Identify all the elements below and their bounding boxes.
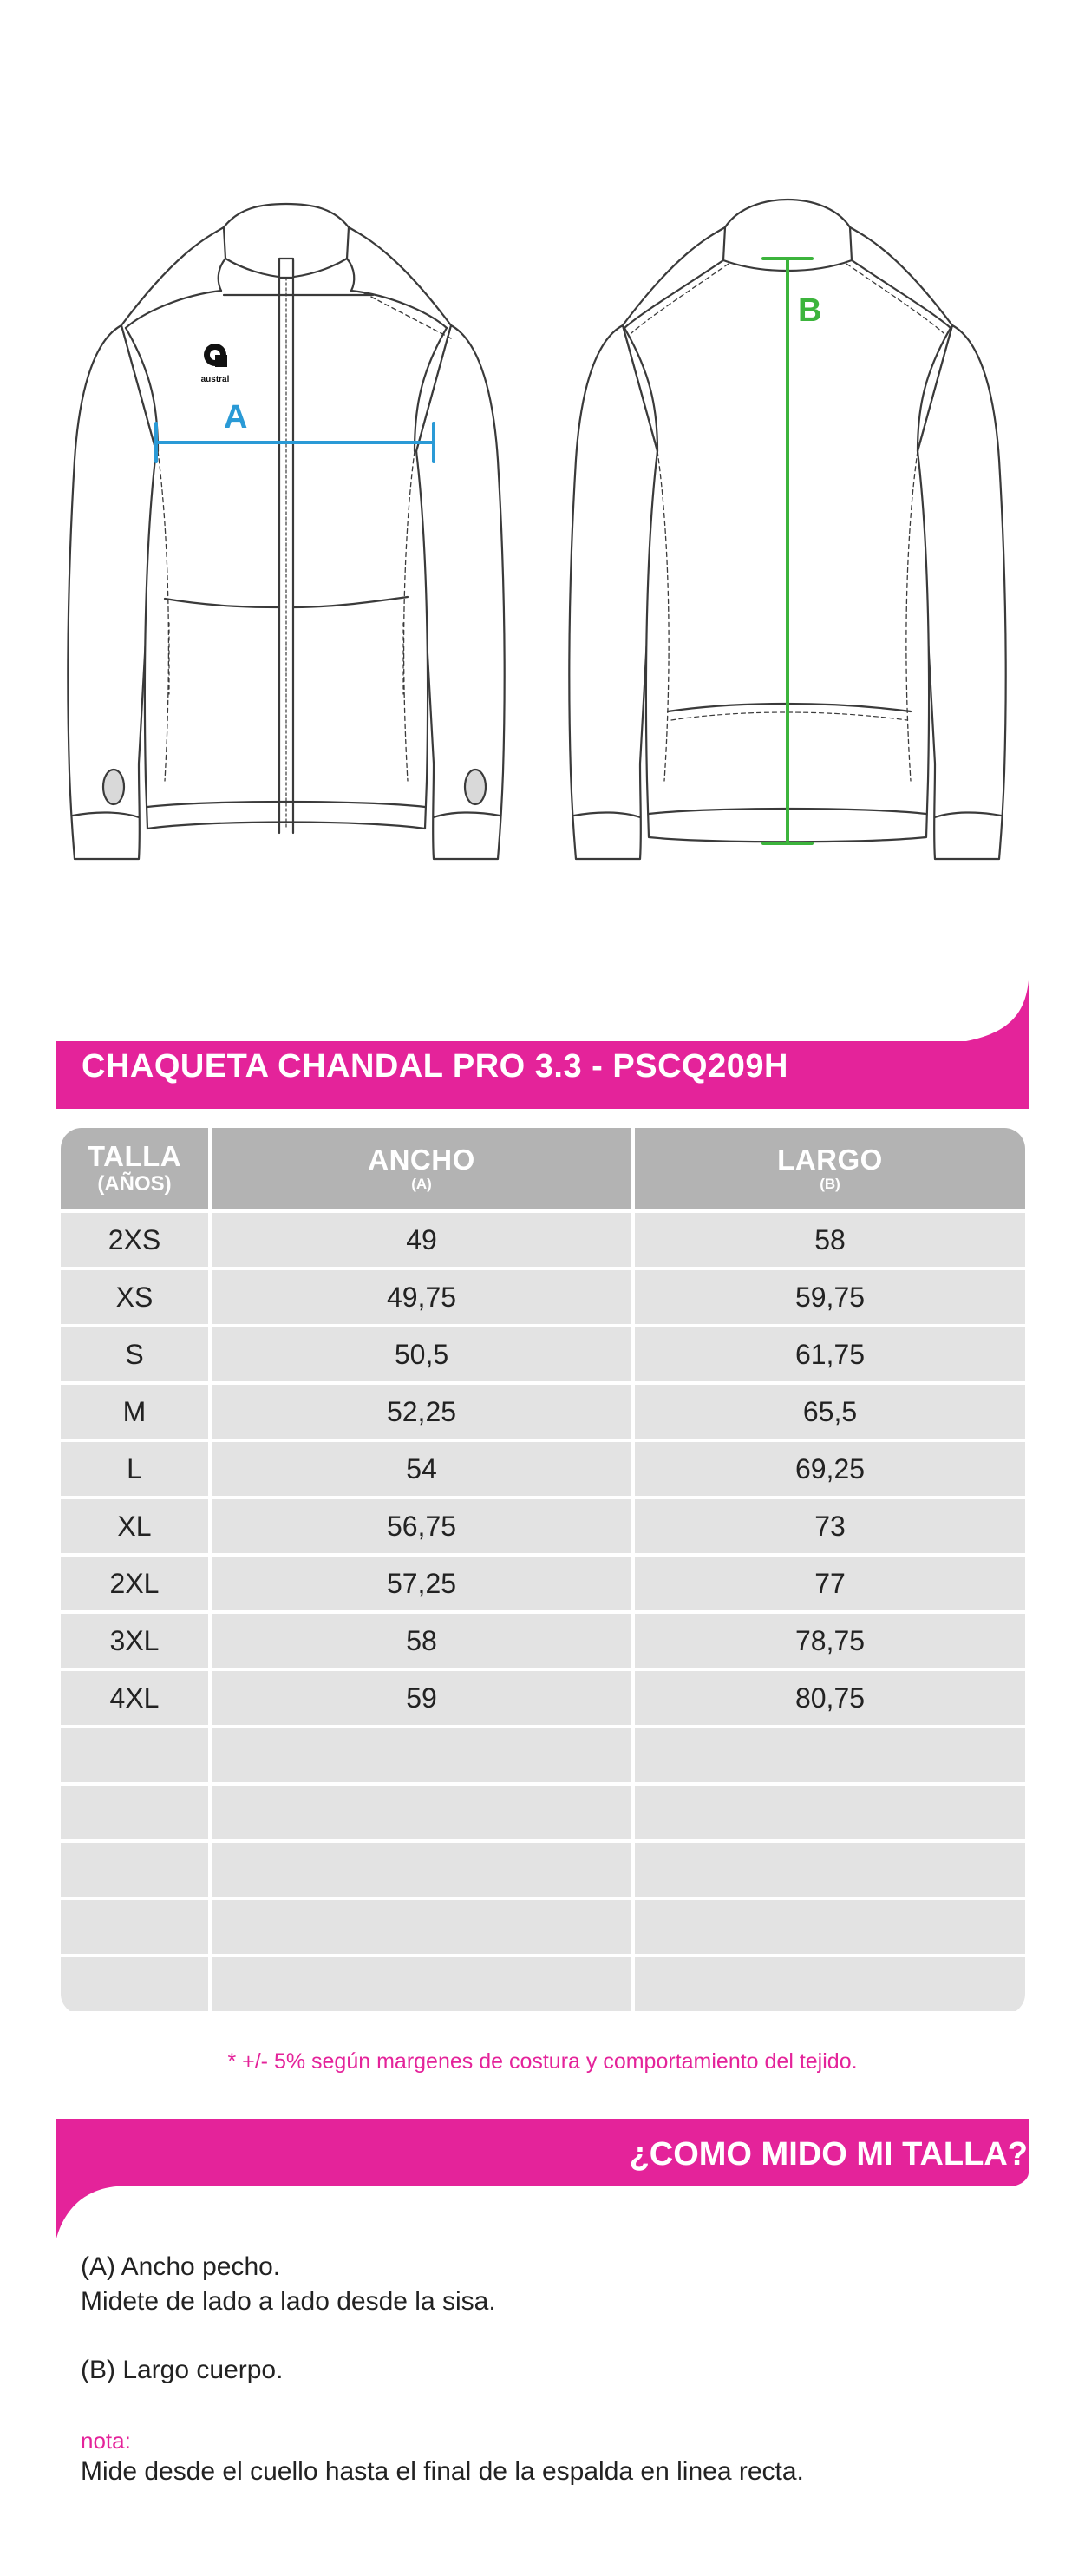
header-largo-sub: (B) [820,1176,840,1192]
cell-ancho: 58 [212,1614,631,1668]
marker-a-label: A [224,399,248,436]
cell-largo: 77 [635,1557,1025,1610]
cell-largo [635,1900,1025,1954]
cell-ancho: 59 [212,1671,631,1725]
table-row [61,1213,1025,1267]
table-row [61,1614,1025,1668]
table-row [61,1442,1025,1496]
cell-largo: 73 [635,1499,1025,1553]
cell-ancho: 49 [212,1213,631,1267]
tolerance-note: * +/- 5% según margenes de costura y comportamiento del tejido. [227,2049,858,2074]
header-ancho-sub: (A) [411,1176,432,1192]
cell-largo [635,1728,1025,1782]
cell-talla: 2XS [61,1213,208,1267]
measure-a-label: (A) Ancho pecho. [81,2252,281,2281]
cell-talla [61,1843,208,1897]
cell-largo [635,1957,1025,2011]
title-banner [56,980,1029,1109]
cell-largo: 80,75 [635,1671,1025,1725]
cell-ancho [212,1957,631,2011]
table-row [61,1557,1025,1610]
table-row [61,1900,1025,1954]
measure-a-description: Midete de lado a lado desde la sisa. [81,2287,496,2316]
jacket-back-drawing [569,200,1005,859]
cell-ancho [212,1843,631,1897]
cell-talla [61,1728,208,1782]
size-table [61,1128,1025,2015]
cell-ancho [212,1786,631,1839]
cell-ancho: 57,25 [212,1557,631,1610]
header-talla-label: TALLA [87,1140,182,1172]
cell-largo: 65,5 [635,1385,1025,1439]
cell-largo: 78,75 [635,1614,1025,1668]
cell-ancho: 56,75 [212,1499,631,1553]
table-row [61,1499,1025,1553]
cell-largo: 61,75 [635,1327,1025,1381]
brand-logo-text: austral [200,375,230,384]
cell-talla: 4XL [61,1671,208,1725]
measure-title: ¿COMO MIDO MI TALLA? [629,2136,1028,2173]
cell-talla: M [61,1385,208,1439]
table-row [61,1270,1025,1324]
page-title: CHAQUETA CHANDAL PRO 3.3 - PSCQ209H [82,1048,788,1085]
cell-ancho [212,1728,631,1782]
table-row [61,1671,1025,1725]
measure-b-label: (B) Largo cuerpo. [81,2356,284,2384]
cell-talla [61,1786,208,1839]
table-header-row [61,1128,1025,1209]
nota-label: nota: [81,2428,131,2454]
cell-talla: XS [61,1270,208,1324]
cell-talla [61,1900,208,1954]
cell-largo: 59,75 [635,1270,1025,1324]
table-row [61,1786,1025,1839]
header-talla [61,1128,208,1209]
cell-talla: S [61,1327,208,1381]
cell-talla [61,1957,208,2011]
jacket-front-drawing [68,204,504,859]
cell-ancho: 49,75 [212,1270,631,1324]
cell-largo: 58 [635,1213,1025,1267]
cell-largo [635,1786,1025,1839]
table-row [61,1957,1025,2011]
table-row [61,1385,1025,1439]
marker-b-label: B [798,292,822,329]
cell-talla: 2XL [61,1557,208,1610]
header-talla-sub: (AÑOS) [97,1172,172,1196]
cell-largo [635,1843,1025,1897]
table-row [61,1728,1025,1782]
table-row [61,1327,1025,1381]
cell-ancho: 50,5 [212,1327,631,1381]
cell-largo: 69,25 [635,1442,1025,1496]
nota-text: Mide desde el cuello hasta el final de la espalda en linea recta. [81,2457,804,2486]
cell-ancho: 54 [212,1442,631,1496]
cell-talla: 3XL [61,1614,208,1668]
cell-talla: L [61,1442,208,1496]
header-ancho-label: ANCHO [368,1144,475,1176]
cell-ancho [212,1900,631,1954]
cell-ancho: 52,25 [212,1385,631,1439]
header-largo-label: LARGO [777,1144,883,1176]
table-row [61,1843,1025,1897]
jacket-technical-drawings [0,174,1085,885]
header-largo [635,1128,1025,1209]
cell-talla: XL [61,1499,208,1553]
header-ancho [212,1128,631,1209]
